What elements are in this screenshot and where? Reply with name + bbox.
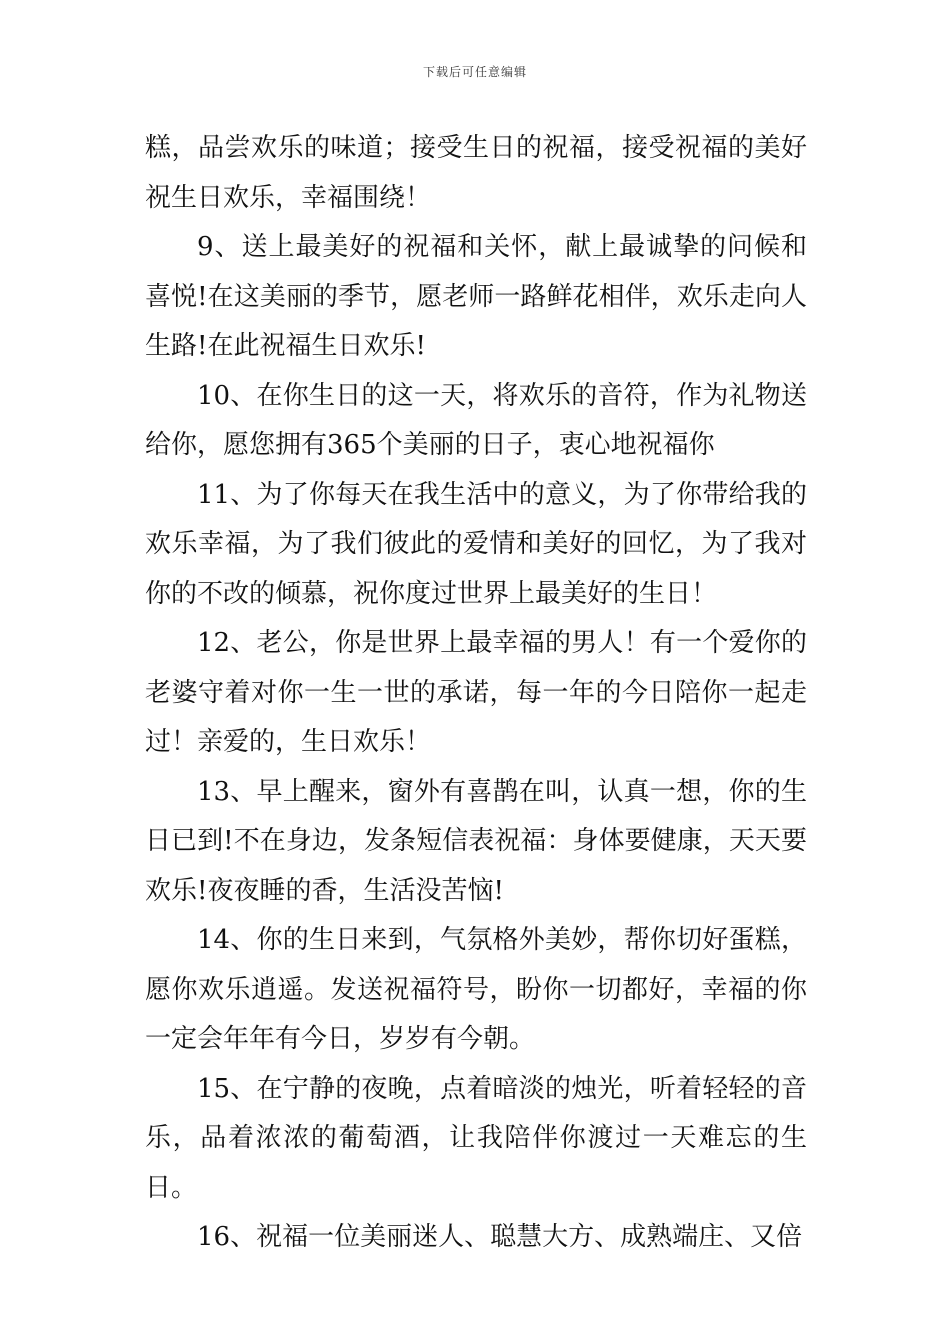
paragraph-item-10: 10、在你生日的这一天，将欢乐的音符，作为礼物送给你，愿您拥有365个美丽的日子，衷心地祝福你 [145, 380, 807, 460]
document-body [145, 124, 807, 1263]
paragraph-item-15: 15、在宁静的夜晚，点着暗淡的烛光，听着轻轻的音乐，品着浓浓的葡萄酒，让我陪伴你渡过一天难忘的生日。 [145, 1073, 807, 1203]
paragraph-item-14: 14、你的生日来到，气氛格外美妙，帮你切好蛋糕，愿你欢乐逍遥。发送祝福符号，盼你一切都好，幸福的你一定会年年有今日，岁岁有今朝。 [145, 925, 807, 1054]
header-note: 下载后可任意编辑 [422, 65, 527, 79]
paragraph-item-16: 16、祝福一位美丽迷人、聪慧大方、成熟端庄、又倍 [197, 1222, 803, 1252]
paragraph-item-9: 9、送上最美好的祝福和关怀，献上最诚挚的问候和喜悦!在这美丽的季节，愿老师一路鲜花相伴，欢乐走向人生路!在此祝福生日欢乐! [145, 232, 807, 361]
paragraph-item-11: 11、为了你每天在我生活中的意义，为了你带给我的欢乐幸福，为了我们彼此的爱情和美好的回忆，为了我对你的不改的倾慕，祝你度过世界上最美好的生日！ [145, 479, 807, 609]
paragraph-continued: 糕，品尝欢乐的味道；接受生日的祝福，接受祝福的美好祝生日欢乐，幸福围绕！ [145, 133, 807, 213]
paragraph-item-13: 13、早上醒来，窗外有喜鹊在叫，认真一想，你的生日已到!不在身边，发条短信表祝福：身体要健康，天天要欢乐!夜夜睡的香，生活没苦恼! [145, 776, 807, 906]
paragraph-item-12: 12、老公，你是世界上最幸福的男人！有一个爱你的老婆守着对你一生一世的承诺，每一年的今日陪你一起走过！亲爱的，生日欢乐！ [145, 628, 807, 757]
